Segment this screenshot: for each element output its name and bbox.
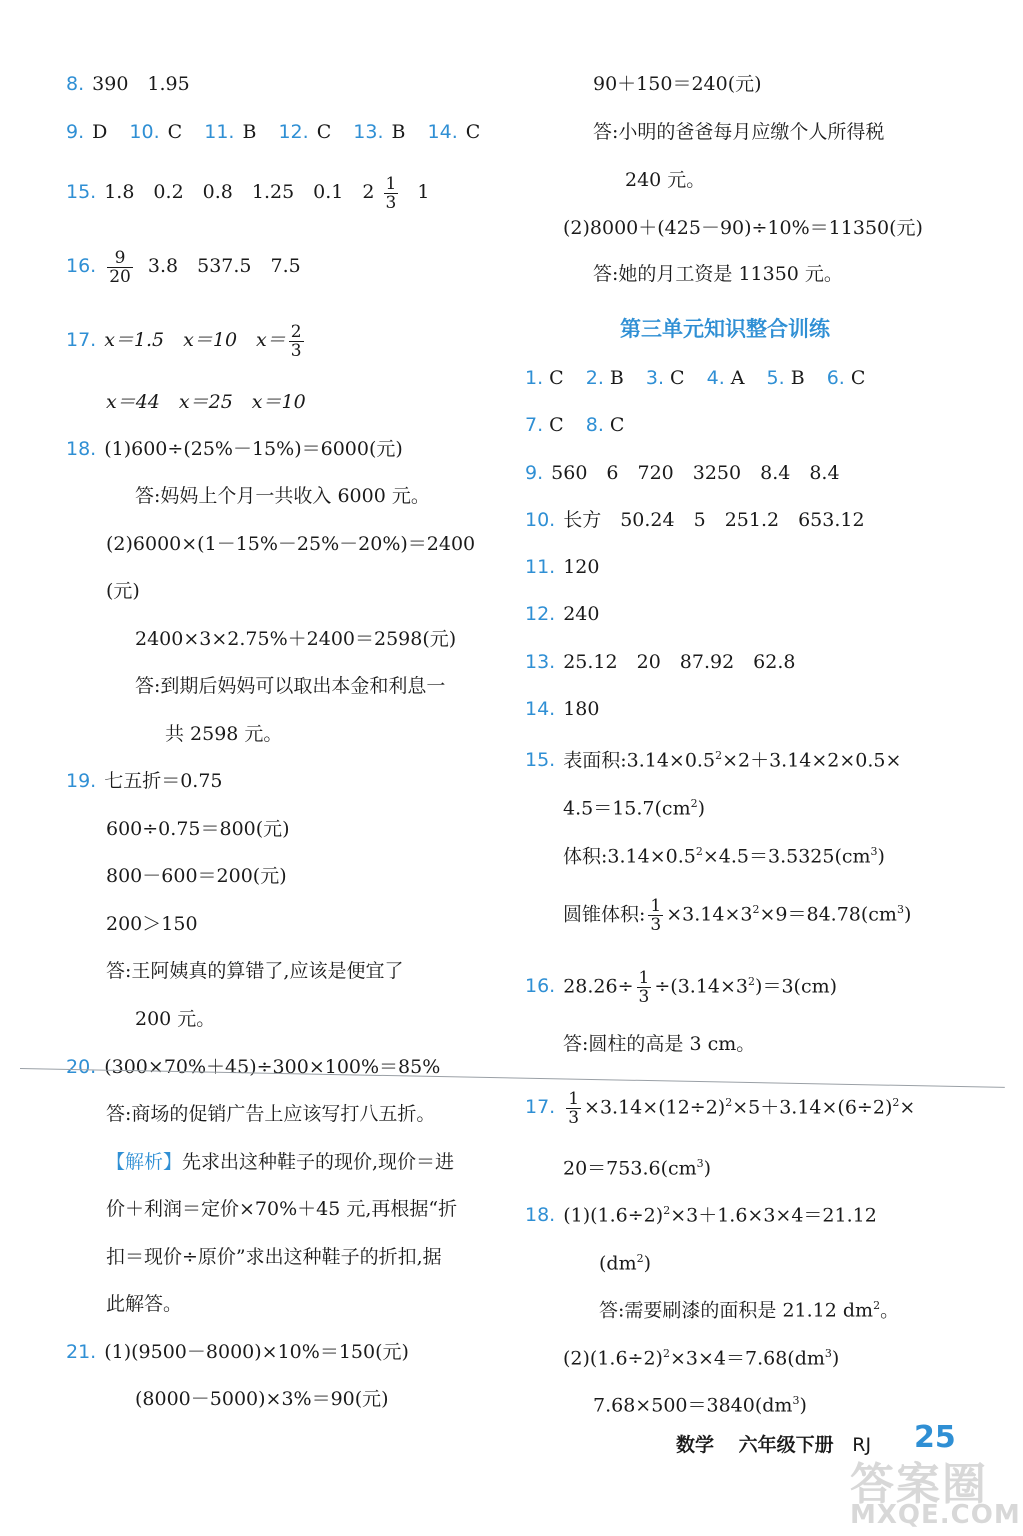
fraction: $\frac{9}{20}$ [109, 247, 131, 287]
unit3-answer-15-line: 圆锥体积: $\frac{1}{3}$ $\times 3.14\times 3^2\times 9=84.78(cm^3)$ [563, 895, 912, 935]
analysis-line: 此解答。 [106, 1293, 183, 1315]
unit3-answer-16-line: 答:圆柱的高是 3 cm。 [563, 1033, 756, 1055]
fraction: $\frac{1}{3}$ [650, 895, 662, 935]
footer [676, 1430, 871, 1457]
unit3-answer-18-line: $(dm^2)$ [599, 1252, 652, 1275]
answer-21-cont: 答:她的月工资是 11350 元。 [593, 263, 843, 285]
unit3-answers-1-6: 1. C 2. B 3. C 4. A 5. B 6. C [525, 367, 866, 389]
answer-20: 20. (300×70%＋45)÷300×100%＝85% [66, 1056, 441, 1078]
watermark-text: 答案圈 [850, 1459, 988, 1510]
unit3-answer-9: 9. 560 6 720 3250 8.4 8.4 [525, 462, 840, 484]
unit3-answer-11: 11. 120 [525, 556, 600, 578]
footer-grade: 六年级下册 [738, 1434, 834, 1456]
answer-17-line2: x＝44 x＝25 x＝10 [106, 391, 306, 413]
answer-16: 16. $\frac{9}{20}$ 3.8 537.5 7.5 [66, 247, 301, 287]
unit3-answer-15-line: 体积$:3.14\times 0.5^2\times 4.5=3.5325(cm^3)$ [563, 845, 885, 868]
unit3-answer-15: 15. 表面积$:3.14\times 0.5^2\times 2+3.14\times 2\times 0.5\times$ [525, 749, 902, 772]
unit3-answers-7-8: 7. C 8. C [525, 414, 625, 436]
unit3-answer-18-line: $(2)(1.6\div 2)^2\times 3\times 4=7.68(dm^3)$ [563, 1347, 840, 1370]
answer-18-line: 共 2598 元。 [165, 723, 283, 745]
watermark-url: MXQE.COM [850, 1500, 1021, 1530]
unit3-answer-12: 12. 240 [525, 603, 600, 625]
unit3-answer-16: 16. 28.26÷ $\frac{1}{3}$ $\div(3.14\times 3^2)=3(cm)$ [525, 967, 838, 1007]
unit3-answer-18: 18. $(1)(1.6\div 2)^2\times 3+1.6\times 3\times 4=21.12$ [525, 1204, 877, 1227]
answers-9-14: 9. D 10. C 11. B 12. C 13. B 14. C [66, 121, 481, 143]
analysis-tag: 【解析】 [106, 1151, 183, 1173]
answer-19: 19. 七五折＝0.75 [66, 770, 223, 792]
watermark-logo [846, 1448, 1021, 1532]
footer-subject: 数学 [676, 1434, 715, 1456]
answer-19-line: 答:王阿姨真的算错了,应该是便宜了 [106, 960, 404, 982]
fraction: $\frac{1}{3}$ [568, 1088, 580, 1128]
footer-edition: RJ [852, 1434, 872, 1456]
unit3-answer-17: 17. $\frac{1}{3}$ $\times 3.14\times(12\div 2)^2\times 5+3.14\times(6\div 2)^2\times$ [525, 1088, 916, 1128]
unit3-answer-10: 10. 长方 50.24 5 251.2 653.12 [525, 509, 865, 531]
answer-18-line: 答:到期后妈妈可以取出本金和利息一 [135, 675, 446, 697]
answer-19-line: 200 元。 [135, 1008, 216, 1030]
answer-18: 18. (1)600÷(25%－15%)＝6000(元) [66, 438, 403, 460]
answer-19-line: 600÷0.75＝800(元) [106, 818, 290, 840]
answer-21-cont: 240 元。 [625, 169, 706, 191]
answer-8: 8. 390 1.95 [66, 73, 190, 95]
unit3-answer-17-line: $20=753.6(cm^3)$ [563, 1157, 712, 1180]
answer-18-line: 2400×3×2.75%＋2400＝2598(元) [135, 628, 457, 650]
fraction: $\frac{1}{3}$ [385, 173, 397, 213]
unit3-answer-18-line: $7.68\times 500=3840(dm^3)$ [593, 1394, 807, 1417]
answer-21-line: (8000－5000)×3%＝90(元) [135, 1388, 389, 1410]
unit3-answer-15-line: $4.5=15.7(cm^2)$ [563, 797, 706, 820]
answer-19-line: 200＞150 [106, 913, 198, 935]
answer-18-line: (2)6000×(1－15%－25%－20%)＝2400 [106, 533, 476, 555]
fraction: $\frac{1}{3}$ [638, 967, 650, 1007]
answer-18-line: 答:妈妈上个月一共收入 6000 元。 [135, 485, 430, 507]
analysis-line: 价＋利润＝定价×70%＋45 元,再根据“折 [106, 1198, 458, 1220]
analysis: 【解析】先求出这种鞋子的现价,现价＝进 [106, 1151, 455, 1173]
analysis-line: 扣＝现价÷原价”求出这种鞋子的折扣,据 [106, 1246, 442, 1268]
answer-21-cont: 答:小明的爸爸每月应缴个人所得税 [593, 121, 885, 143]
answer-21: 21. (1)(9500－8000)×10%＝150(元) [66, 1341, 409, 1363]
section-title: 第三单元知识整合训练 [620, 317, 830, 341]
unit3-answer-13: 13. 25.12 20 87.92 62.8 [525, 651, 796, 673]
answer-21-cont: 90＋150＝240(元) [593, 73, 762, 95]
unit3-answer-14: 14. 180 [525, 698, 600, 720]
answer-18-line: (元) [106, 580, 140, 602]
fraction: $\frac{2}{3}$ [290, 321, 302, 361]
answer-21-cont: (2)8000＋(425－90)÷10%＝11350(元) [563, 217, 923, 239]
answer-17: 17. x＝1.5 x＝10 x＝ $\frac{2}{3}$ [66, 321, 302, 361]
answer-20-line: 答:商场的促销广告上应该写打八五折。 [106, 1103, 436, 1125]
page-number: 25 [914, 1420, 956, 1455]
unit3-answer-18-line: 答:需要刷漆的面积是 21.12 $dm^2$。 [599, 1299, 900, 1322]
answer-19-line: 800－600＝200(元) [106, 865, 287, 887]
answer-15: 15. 1.8 0.2 0.8 1.25 0.1 2 $\frac{1}{3}$ 1 [66, 173, 430, 213]
